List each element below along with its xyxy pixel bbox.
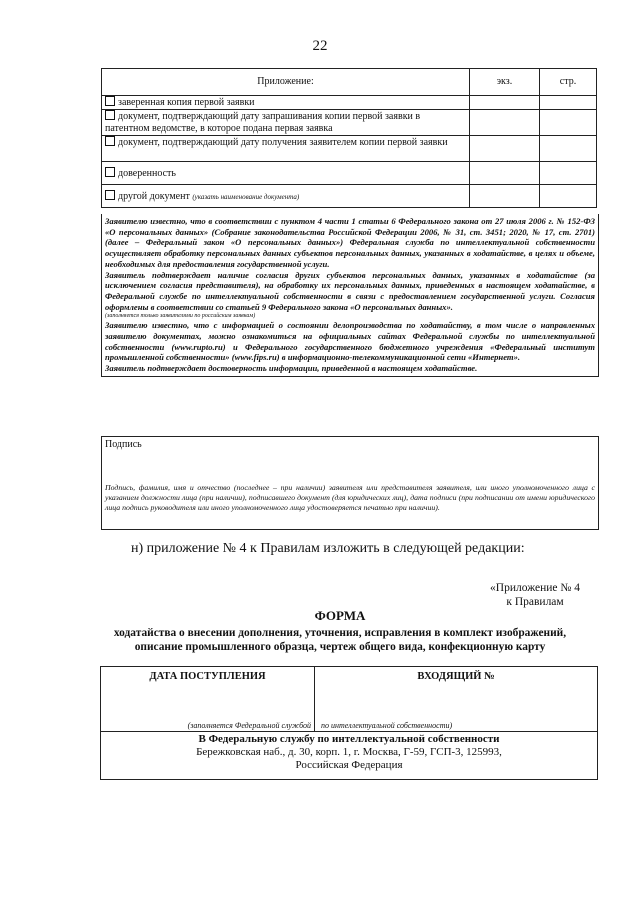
appendix-ref-line1: «Приложение № 4 bbox=[490, 582, 580, 594]
incoming-number-cell[interactable] bbox=[315, 667, 597, 731]
notice-paragraph-3: Заявителю известно, что с информацией о состоянии делопроизводства по ходатайству, в том числе о направленных заявителю документах, можно ознакомиться на официальных сайтах Федеральной службы по интеллектуальной собственности (www.rupto.ru) и Федерального государственного бюджетного учреждения «Федеральный институт промышленной собственности» (www.fips.ru) в информационно-телекоммуникационной сети «Интернет». bbox=[105, 320, 595, 363]
incoming-number-label: ВХОДЯЩИЙ № bbox=[417, 671, 495, 682]
signature-description: Подпись, фамилия, имя и отчество (последнее – при наличии) заявителя или представителя заявителя, или иного уполномоченного лица с указанием должности лица (при наличии), подписавшего документ (для юридических лиц), дата подписи (при подписании от имени юридического лица подпись руководителя или иного уполномоченного лица удостоверяется печатью при наличии). bbox=[105, 483, 595, 512]
pages-cell[interactable] bbox=[540, 136, 597, 162]
row-label: документ, подтверждающий дату запрашивания копии первой заявки в патентном ведомстве, в которое подана первая заявка bbox=[105, 111, 421, 134]
notice-paragraph-4: Заявитель подтверждает достоверность информации, приведенной в настоящем ходатайстве. bbox=[105, 363, 478, 374]
notice-paragraph-1: Заявителю известно, что в соответствии с пунктом 4 части 1 статьи 6 Федерального закона от 27 июля 2006 г. № 152-ФЗ «О персональных данных» (Собрание законодательства Российской Федерации 2006, № 31, ст. 3451; 2020, № 17, ст. 2701) (далее – Федеральный закон «О персональных данных») Федеральная служба по интеллектуальной собственности осуществляет обработку персональных данных субъектов персональных данных, указанных в ходатайстве, в целях и объеме, необходимых для предоставления государственной услуги. bbox=[105, 216, 595, 269]
intake-row bbox=[101, 667, 597, 732]
form-subtitle bbox=[60, 626, 620, 654]
applications-table bbox=[101, 68, 597, 208]
pages-cell[interactable] bbox=[540, 110, 597, 136]
row-label: документ, подтверждающий дату получения заявителем копии первой заявки bbox=[118, 137, 448, 148]
checkbox[interactable] bbox=[105, 110, 115, 120]
appendix-ref-line2: к Правилам bbox=[506, 596, 564, 608]
notice-paragraph-2: Заявитель подтверждает наличие согласия других субъектов персональных данных, указанных в ходатайстве (за исключением согласия представителя), на обработку их персональных данных, приведенных в настоящем ходатайстве, в Федеральной службе по интеллектуальной собственности в связи с предоставлением государственной услуги. Согласия оформлены в соответствии со статьей 9 Федерального закона «О персональных данных». bbox=[105, 269, 595, 312]
copies-cell[interactable] bbox=[470, 162, 540, 185]
header-copies: экз. bbox=[470, 69, 540, 96]
pages-cell[interactable] bbox=[540, 185, 597, 208]
copies-cell[interactable] bbox=[470, 185, 540, 208]
appendix-reference bbox=[490, 581, 580, 609]
row-label: другой документ bbox=[118, 190, 190, 202]
addressee: В Федеральную службу по интеллектуальной собственности bbox=[198, 733, 500, 745]
addressee-block bbox=[101, 732, 597, 779]
receipt-date-label: ДАТА ПОСТУПЛЕНИЯ bbox=[149, 671, 266, 682]
filled-by-note-left: (заполняется Федеральной службой bbox=[187, 721, 311, 730]
amendment-text: н) приложение № 4 к Правилам изложить в следующей редакции: bbox=[131, 541, 525, 556]
table-header-row bbox=[102, 69, 597, 96]
copies-cell[interactable] bbox=[470, 110, 540, 136]
header-application: Приложение: bbox=[102, 69, 470, 96]
table-row bbox=[102, 185, 597, 208]
notice-note: (заполняется только заявителями по российским заявкам) bbox=[105, 313, 256, 320]
form-subtitle-line1: ходатайства о внесении дополнения, уточнения, исправления в комплект изображений, bbox=[113, 627, 567, 639]
checkbox[interactable] bbox=[105, 167, 115, 177]
form-subtitle-line2: описание промышленного образца, чертеж общего вида, конфекционную карту bbox=[134, 641, 546, 653]
copies-cell[interactable] bbox=[470, 96, 540, 110]
pages-cell[interactable] bbox=[540, 162, 597, 185]
header-pages: стр. bbox=[540, 69, 597, 96]
row-label: доверенность bbox=[118, 167, 176, 179]
table-row bbox=[102, 162, 597, 185]
row-label: заверенная копия первой заявки bbox=[118, 97, 255, 108]
checkbox[interactable] bbox=[105, 96, 115, 106]
address-line1: Бережковская наб., д. 30, корп. 1, г. Москва, Г-59, ГСП-3, 125993, bbox=[196, 746, 502, 758]
copies-cell[interactable] bbox=[470, 136, 540, 162]
table-row bbox=[102, 136, 597, 162]
pages-cell[interactable] bbox=[540, 96, 597, 110]
checkbox[interactable] bbox=[105, 190, 115, 200]
receipt-date-cell[interactable] bbox=[101, 667, 315, 731]
row-hint: (указать наименование документа) bbox=[192, 192, 300, 201]
intake-table bbox=[100, 666, 598, 780]
page-number: 22 bbox=[312, 38, 328, 54]
signature-box[interactable] bbox=[101, 436, 599, 530]
filled-by-note-right: по интеллектуальной собственности) bbox=[321, 721, 453, 730]
address-line2: Российская Федерация bbox=[295, 759, 403, 771]
table-row bbox=[102, 110, 597, 136]
checkbox[interactable] bbox=[105, 136, 115, 146]
table-row bbox=[102, 96, 597, 110]
signature-label: Подпись bbox=[105, 439, 142, 450]
personal-data-notice bbox=[101, 214, 599, 377]
form-title: ФОРМА bbox=[314, 608, 366, 623]
